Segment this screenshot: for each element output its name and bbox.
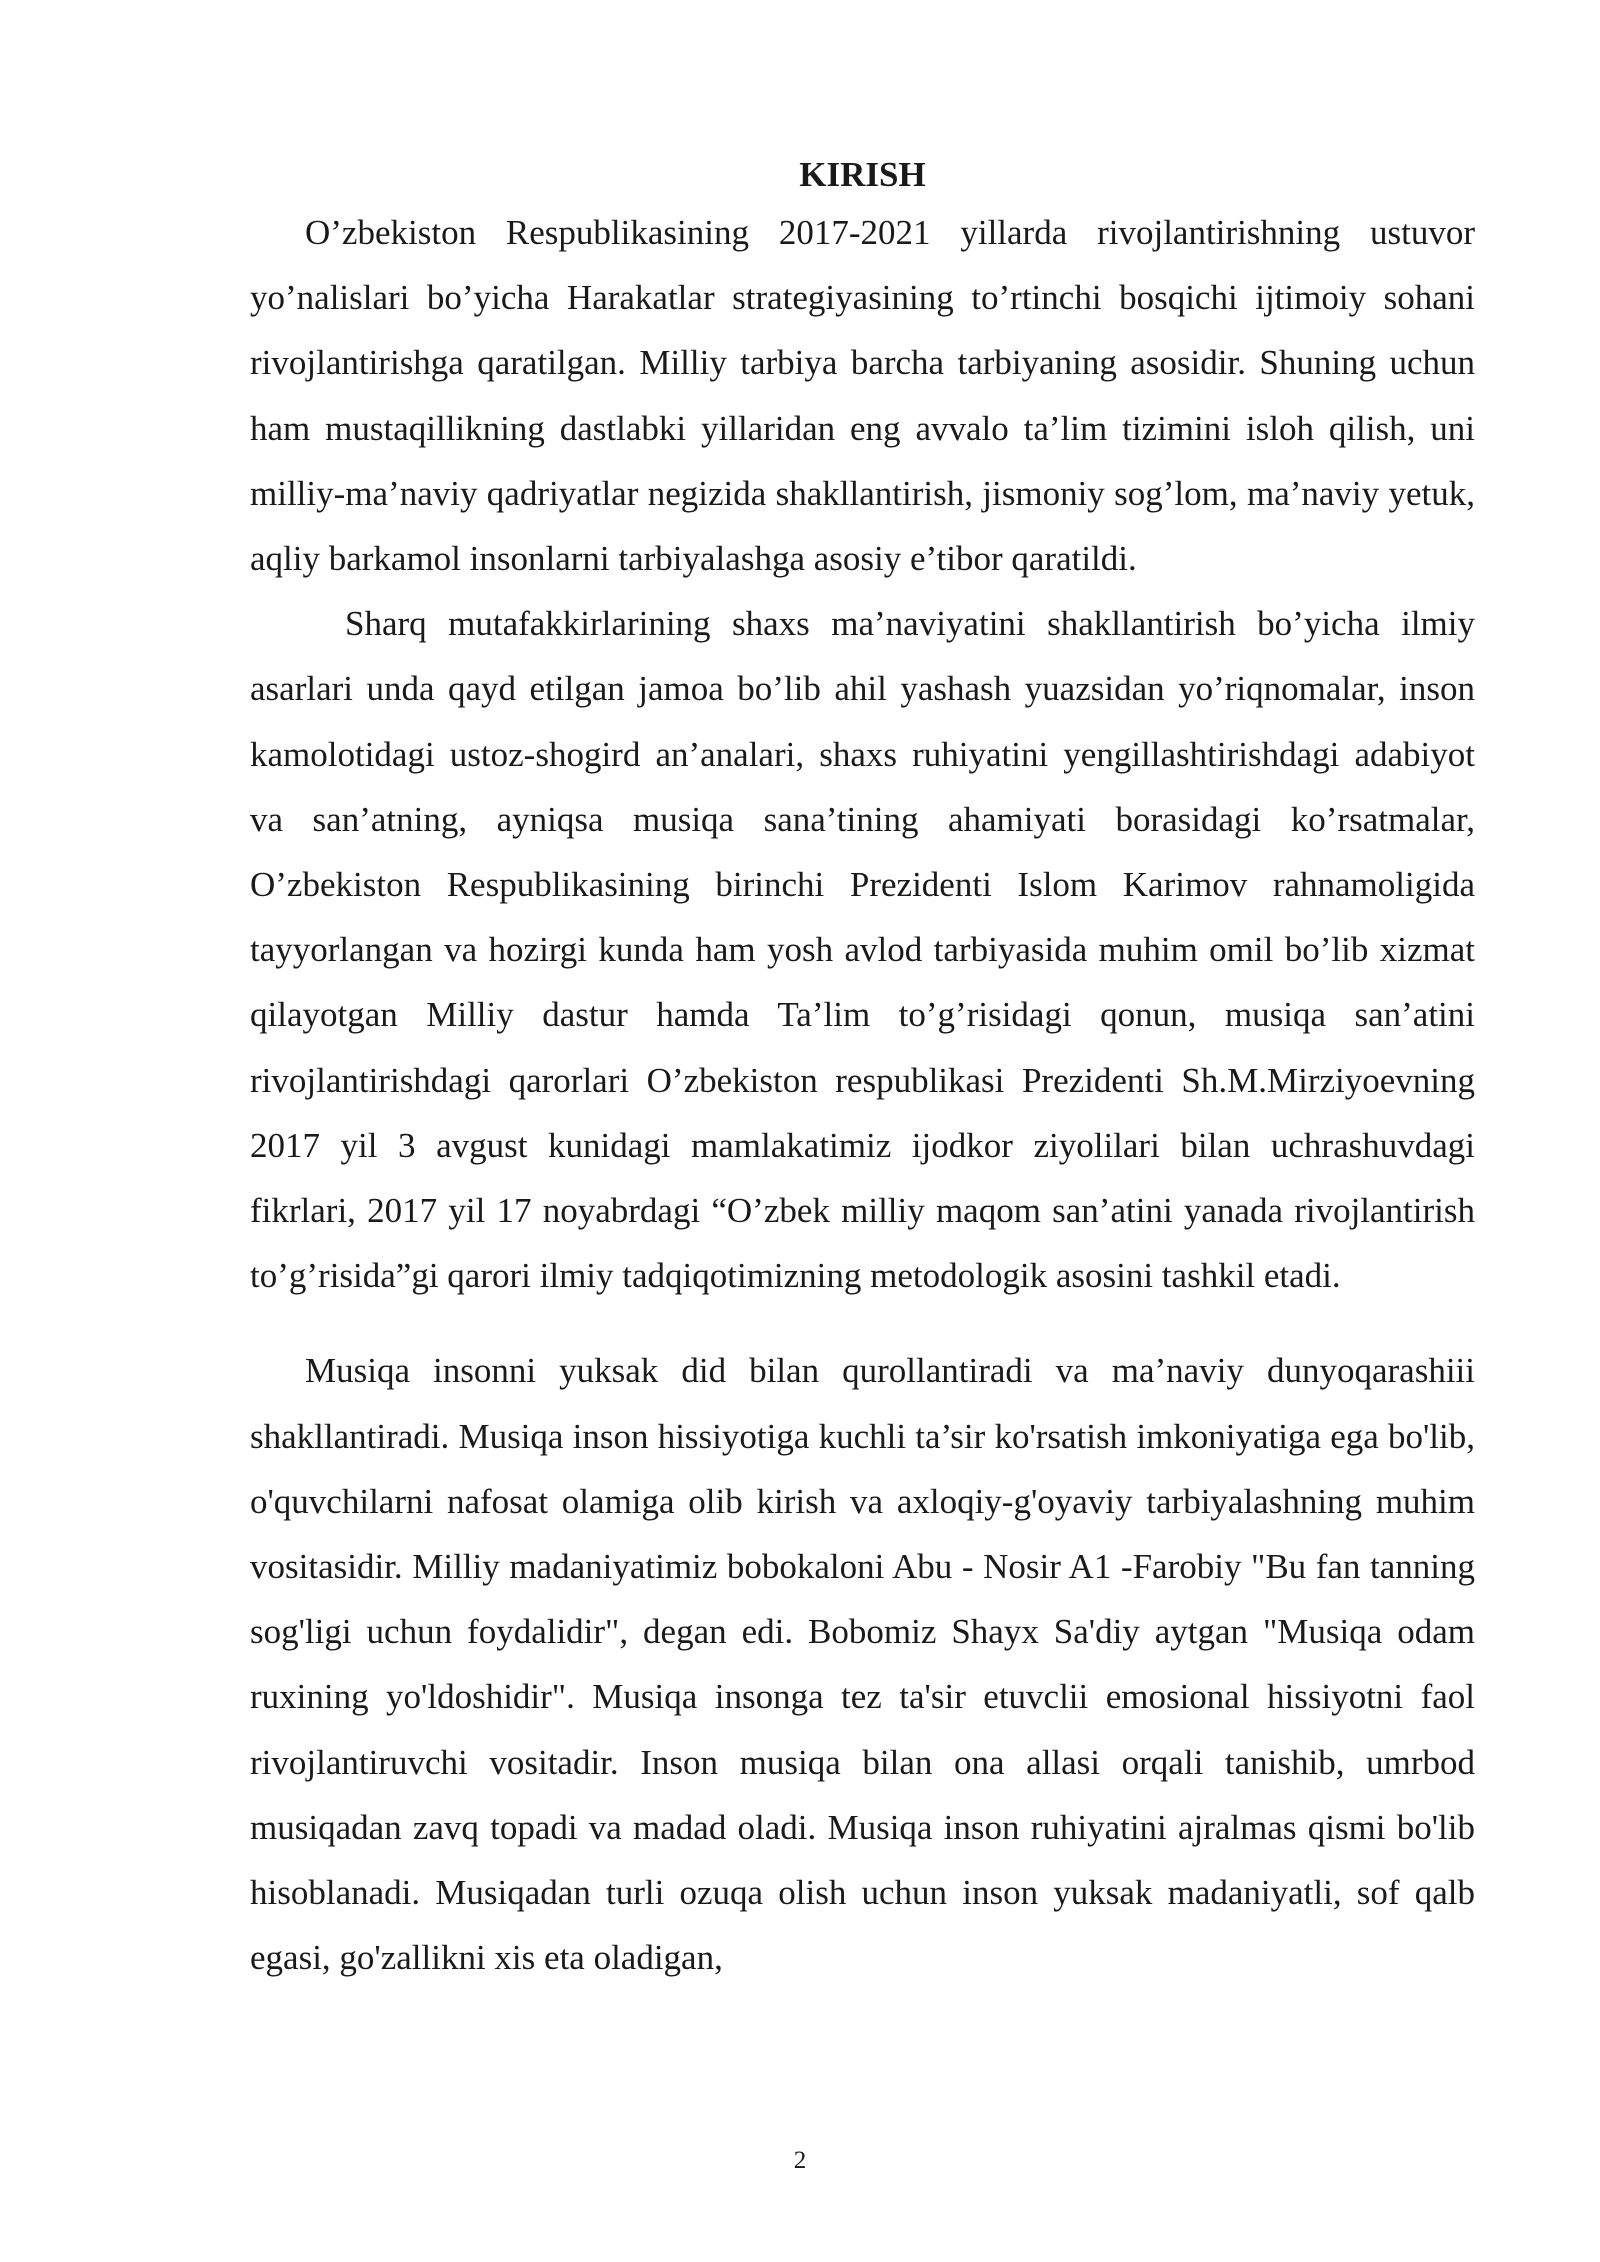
page-body [250, 150, 1475, 1990]
paragraph-intro: O’zbekiston Respublikasining 2017-2021 yillarda rivojlantirishning ustuvor yo’nalislari bo’yicha Harakatlar strategiyasining to’rtinchi bosqichi ijtimoiy sohani rivojlantirishga qaratilgan. Milliy tarbiya barcha tarbiyaning asosidir. Shuning uchun ham mustaqillikning dastlabki yillaridan eng avvalo ta’lim tizimini isloh qilish, uni milliy-ma’naviy qadriyatlar negizida shakllantirish, jismoniy sog’lom, ma’naviy yetuk, aqliy barkamol insonlarni tarbiyalashga asosiy e’tibor qaratildi. [250, 213, 1475, 579]
page-number: 2 [793, 2147, 807, 2174]
section-title: KIRISH [799, 155, 926, 194]
paragraph-eastern-thinkers: Sharq mutafakkirlarining shaxs ma’naviyatini shakllantirish bo’yicha ilmiy asarlari unda qayd etilgan jamoa bo’lib ahil yashash yuazsidan yo’riqnomalar, inson kamolotidagi ustoz-shogird an’analari, shaxs ruhiyatini yengillashtirishdagi adabiyot va san’atning, ayniqsa musiqa sana’tining ahamiyati borasidagi ko’rsatmalar, O’zbekiston Respublikasining birinchi Prezidenti Islom Karimov rahnamoligida tayyorlangan va hozirgi kunda ham yosh avlod tarbiyasida muhim omil bo’lib xizmat qilayotgan Milliy dastur hamda Ta’lim to’g’risidagi qonun, musiqa san’atini rivojlantirishdagi qarorlari O’zbekiston respublikasi Prezidenti Sh.M.Mirziyoevning 2017 yil 3 avgust kunidagi mamlakatimiz ijodkor ziyolilari bilan uchrashuvdagi fikrlari, 2017 yil 17 noyabrdagi “O’zbek milliy maqom san’atini yanada rivojlantirish to’g’risida”gi qarori ilmiy tadqiqotimizning metodologik asosini tashkil etadi. [250, 604, 1475, 1296]
paragraph-music: Musiqa insonni yuksak did bilan qurollantiradi va ma’naviy dunyoqarashiii shakllantiradi. Musiqa inson hissiyotiga kuchli ta’sir ko'rsatish imkoniyatiga ega bo'lib, o'quvchilarni nafosat olamiga olib kirish va axloqiy-g'oyaviy tarbiyalashning muhim vositasidir. Milliy madaniyatimiz bobokaloni Abu - Nosir A1 -Farobiy "Bu fan tanning sog'ligi uchun foydalidir", degan edi. Bobomiz Shayx Sa'diy aytgan "Musiqa odam ruxining yo'ldoshidir". Musiqa insonga tez ta'sir etuvclii emosional hissiyotni faol rivojlantiruvchi vositadir. Inson musiqa bilan ona allasi orqali tanishib, umrbod musiqadan zavq topadi va madad oladi. Musiqa inson ruhiyatini ajralmas qismi bo'lib hisoblanadi. Musiqadan turli ozuqa olish uchun inson yuksak madaniyatli, sof qalb egasi, go'zallikni xis eta oladigan, [250, 1351, 1475, 1978]
